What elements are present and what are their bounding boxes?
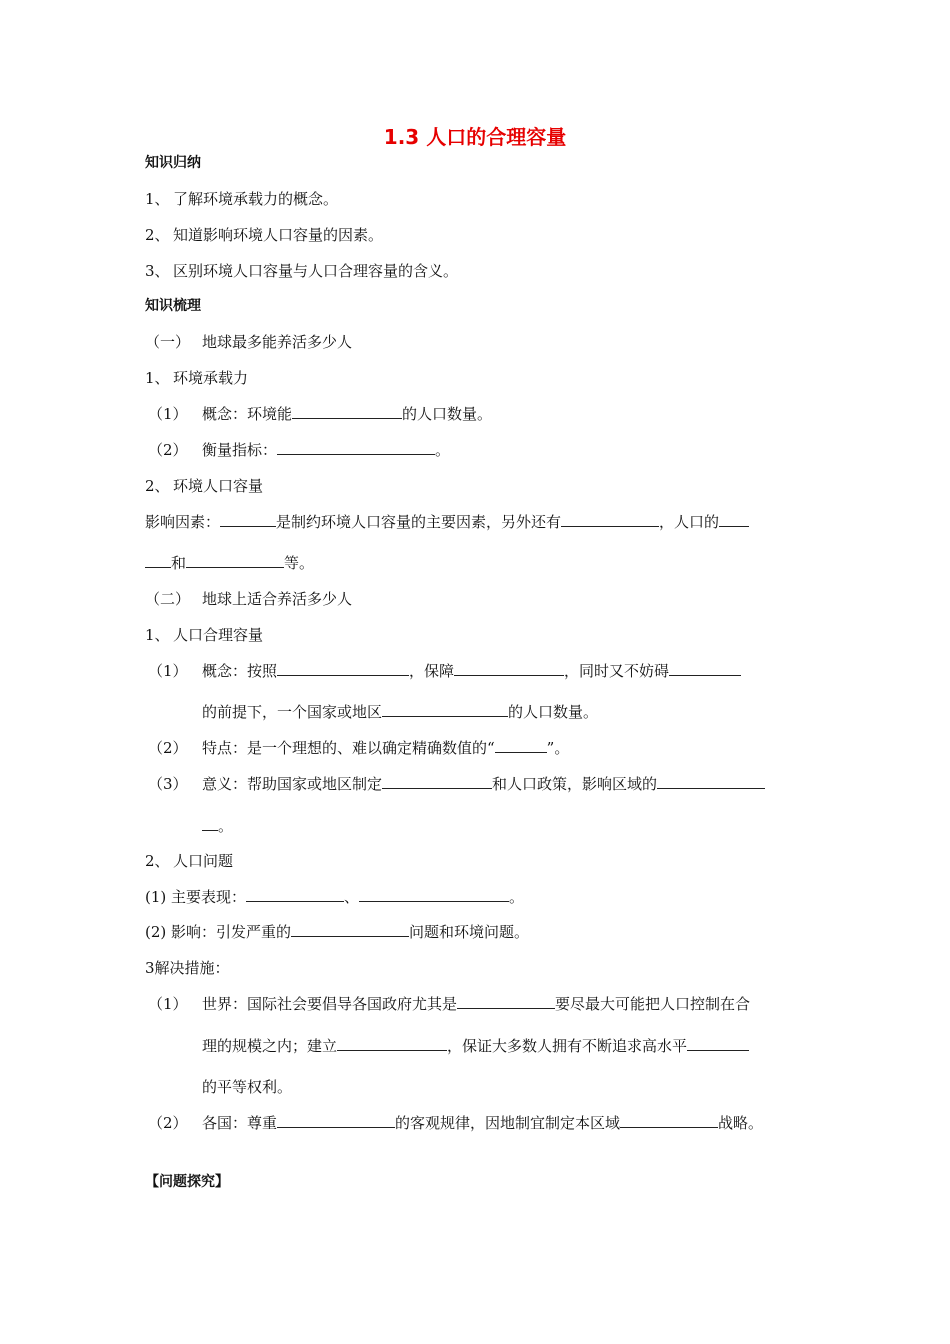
item-number: （1） — [148, 405, 188, 423]
answer-blank[interactable] — [246, 887, 344, 902]
answer-blank[interactable] — [382, 774, 492, 789]
part-heading — [145, 589, 352, 609]
item-text: 人口问题 — [173, 852, 234, 870]
text: 的客观规律，因地制宜制定本区域 — [395, 1114, 621, 1132]
fill-line — [145, 922, 529, 942]
item-text: 环境承载力 — [173, 369, 249, 387]
objective-item — [145, 225, 383, 245]
answer-blank[interactable] — [719, 512, 749, 527]
text: 的人口数量。 — [508, 703, 599, 721]
item-number: 1、 — [145, 626, 170, 644]
answer-blank[interactable] — [669, 661, 741, 676]
text: 和 — [171, 554, 187, 572]
objective-item — [145, 261, 458, 281]
item-text: 人口合理容量 — [173, 626, 264, 644]
fill-line — [145, 512, 749, 532]
part-number: （二） — [145, 590, 191, 608]
fill-line — [148, 661, 741, 681]
text: ，保证大多数人拥有不断追求高水平 — [447, 1037, 688, 1055]
text: ，保障 — [409, 662, 455, 680]
text: 各国：尊重 — [202, 1114, 278, 1132]
text: 衡量指标： — [202, 441, 278, 459]
answer-blank[interactable] — [382, 702, 508, 717]
answer-blank[interactable] — [495, 738, 547, 753]
part-text: 地球上适合养活多少人 — [202, 590, 353, 608]
part-number: （一） — [145, 333, 191, 351]
answer-blank[interactable] — [202, 816, 218, 831]
item-number: 1、 — [145, 190, 170, 208]
text: 的前提下，一个国家或地区 — [202, 703, 383, 721]
fill-line — [148, 440, 450, 460]
text: ，同时又不妨碍 — [564, 662, 670, 680]
item-number: （2） — [148, 1114, 188, 1132]
text: 等。 — [284, 554, 315, 572]
item-text: 了解环境承载力的概念。 — [173, 190, 339, 208]
answer-blank[interactable] — [337, 1036, 447, 1051]
answer-blank[interactable] — [277, 1113, 395, 1128]
fill-line — [148, 404, 492, 424]
fill-line — [202, 1036, 749, 1056]
item-number: （1） — [148, 662, 188, 680]
part-heading — [145, 332, 352, 352]
text: 影响因素： — [145, 513, 221, 531]
item-number: 3、 — [145, 262, 170, 280]
section-heading-problem-inquiry: 【问题探究】 — [145, 1174, 229, 1190]
answer-blank[interactable] — [291, 922, 409, 937]
fill-line — [148, 1113, 763, 1133]
item-number: （1） — [148, 995, 188, 1013]
part-text: 地球最多能养活多少人 — [202, 333, 353, 351]
answer-blank[interactable] — [145, 553, 171, 568]
text: 战略。 — [718, 1114, 764, 1132]
item-number: 1、 — [145, 369, 170, 387]
fill-line: 的平等权利。 — [202, 1078, 293, 1096]
item-number: （3） — [148, 775, 188, 793]
item-number: 2、 — [145, 852, 170, 870]
text: 问题和环境问题。 — [409, 923, 530, 941]
answer-blank[interactable] — [457, 994, 555, 1009]
text: 是制约环境人口容量的主要因素，另外还有 — [276, 513, 562, 531]
subheading — [145, 851, 233, 871]
item-number: 2、 — [145, 226, 170, 244]
fill-line — [148, 994, 750, 1014]
text: 的人口数量。 — [402, 405, 493, 423]
answer-blank[interactable] — [561, 512, 659, 527]
subheading — [145, 476, 263, 496]
text: 意义：帮助国家或地区制定 — [202, 775, 383, 793]
answer-blank[interactable] — [277, 440, 435, 455]
item-number: 2、 — [145, 477, 170, 495]
text: ”。 — [546, 739, 570, 757]
item-text: 区别环境人口容量与人口合理容量的含义。 — [173, 262, 459, 280]
fill-line — [148, 774, 765, 794]
fill-line — [145, 887, 524, 907]
fill-line — [145, 553, 314, 573]
answer-blank[interactable] — [620, 1113, 718, 1128]
text: 理的规模之内；建立 — [202, 1037, 338, 1055]
text: 概念：环境能 — [202, 405, 293, 423]
answer-blank[interactable] — [292, 404, 402, 419]
answer-blank[interactable] — [687, 1036, 749, 1051]
item-text: 知道影响环境人口容量的因素。 — [173, 226, 384, 244]
fill-line — [202, 816, 233, 836]
fill-line — [202, 702, 598, 722]
text: 特点：是一个理想的、难以确定精确数值的“ — [202, 739, 495, 757]
text: (2) 影响：引发严重的 — [145, 923, 292, 941]
answer-blank[interactable] — [220, 512, 276, 527]
text: 。 — [435, 441, 451, 459]
text: 和人口政策，影响区域的 — [492, 775, 658, 793]
fill-line — [148, 738, 569, 758]
subheading — [145, 625, 263, 645]
text: ，人口的 — [659, 513, 720, 531]
text: 要尽最大可能把人口控制在合 — [555, 995, 751, 1013]
answer-blank[interactable] — [359, 887, 509, 902]
subheading: 3解决措施： — [145, 959, 230, 977]
objective-item — [145, 189, 338, 209]
answer-blank[interactable] — [454, 661, 564, 676]
answer-blank[interactable] — [186, 553, 284, 568]
text: (1) 主要表现： — [145, 888, 247, 906]
text: 世界：国际社会要倡导各国政府尤其是 — [202, 995, 458, 1013]
item-number: （2） — [148, 739, 188, 757]
section-heading-knowledge-review: 知识梳理 — [145, 298, 201, 314]
text: 。 — [218, 817, 234, 835]
text: 。 — [509, 888, 525, 906]
answer-blank[interactable] — [657, 774, 765, 789]
item-number: （2） — [148, 441, 188, 459]
text: 概念：按照 — [202, 662, 278, 680]
item-text: 环境人口容量 — [173, 477, 264, 495]
section-heading-knowledge-summary: 知识归纳 — [145, 155, 201, 171]
subheading — [145, 368, 248, 388]
page-title: 1.3 人口的合理容量 — [383, 125, 567, 149]
answer-blank[interactable] — [277, 661, 409, 676]
text: 、 — [344, 888, 360, 906]
